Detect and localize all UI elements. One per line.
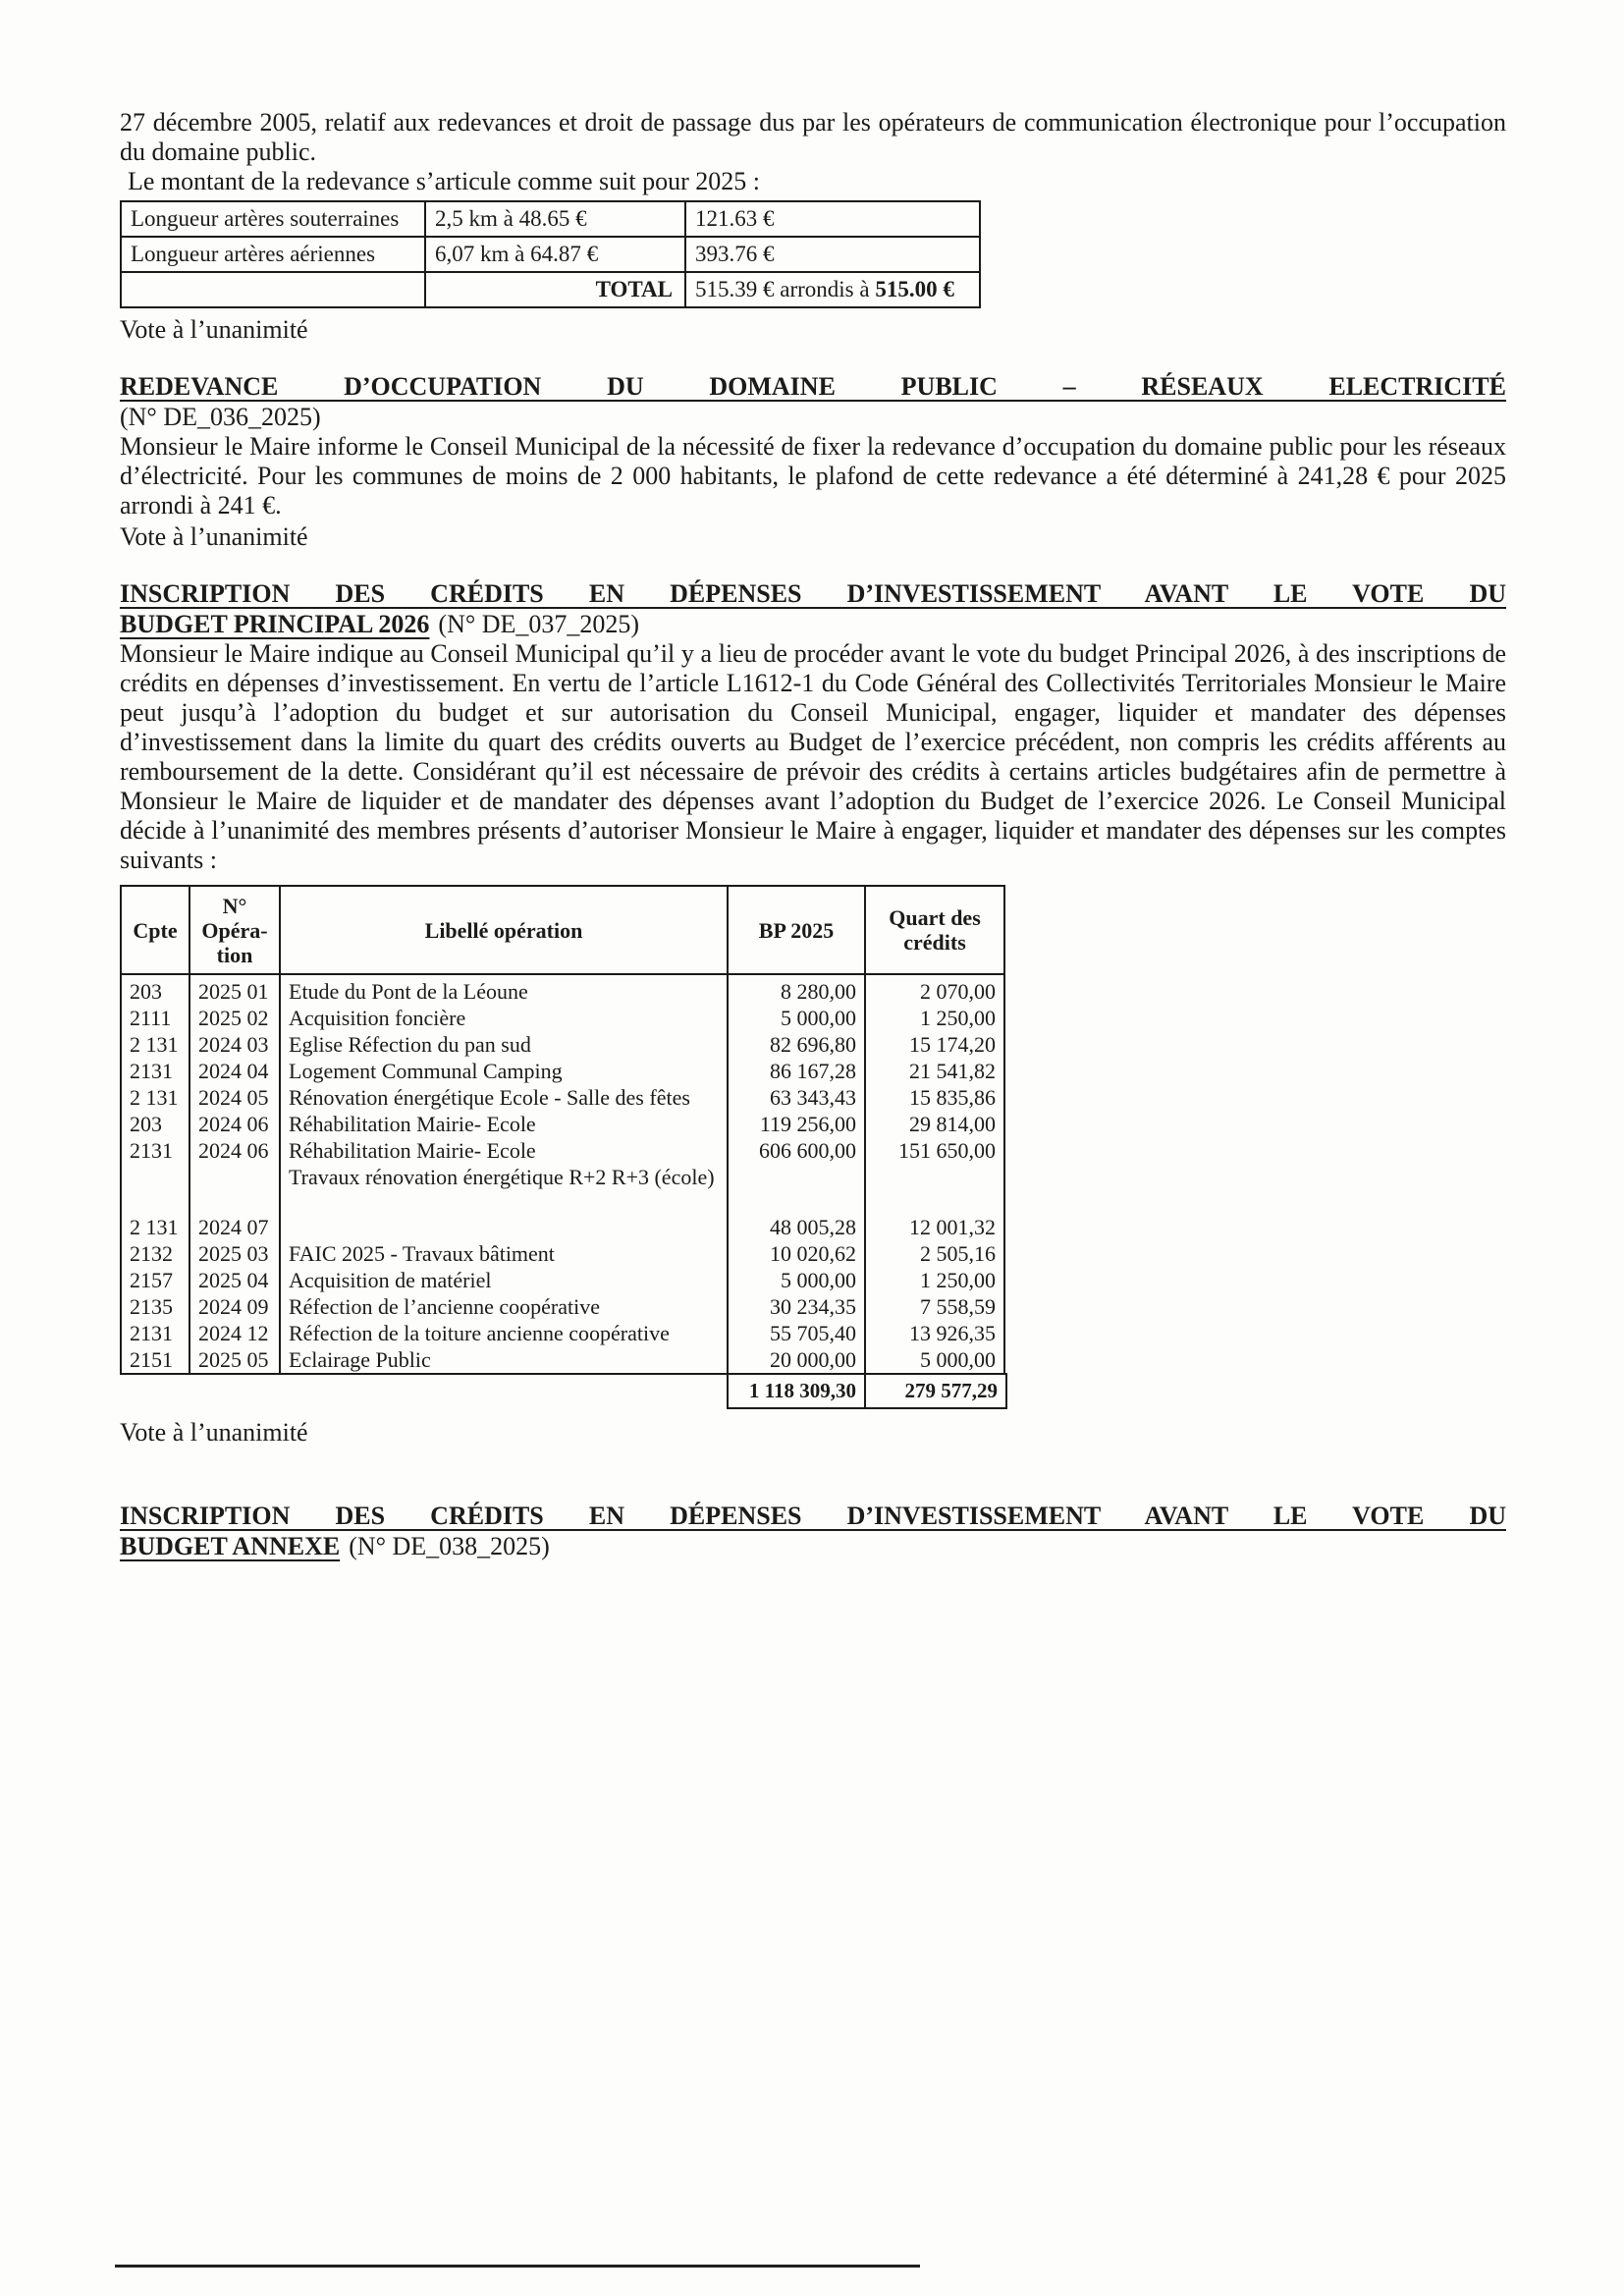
invest-cell-cpte: 203 <box>121 1111 189 1137</box>
total-amount-rounded: 515.00 € <box>875 277 954 301</box>
invest-cell-quart: 29 814,00 <box>865 1111 1004 1137</box>
invest-cell-quart: 15 835,86 <box>865 1084 1004 1111</box>
invest-cell-operation: 2024 06 <box>189 1137 280 1190</box>
investment-credits-table <box>120 885 1005 1375</box>
invest-total-quart: 279 577,29 <box>866 1373 1007 1409</box>
invest-table-row <box>121 1293 1004 1320</box>
redevance-label-cell: Longueur artères aériennes <box>121 237 425 272</box>
invest-cell-libelle <box>280 1190 728 1240</box>
vote-result-investissement: Vote à l’unanimité <box>120 1418 308 1447</box>
invest-table-row <box>121 1240 1004 1267</box>
redevance-detail-cell: 6,07 km à 64.87 € <box>425 237 685 272</box>
section-038-title-line2 <box>120 1531 1506 1561</box>
invest-cell-cpte: 2111 <box>121 1005 189 1031</box>
header-operation-line: tion <box>216 942 253 967</box>
section-037 <box>120 578 1506 1448</box>
invest-cell-operation: 2025 04 <box>189 1267 280 1293</box>
invest-table-row <box>121 1346 1004 1374</box>
redevance-table <box>120 200 981 308</box>
redevance-amount-cell: 121.63 € <box>685 201 980 237</box>
invest-cell-quart: 5 000,00 <box>865 1346 1004 1374</box>
section-036 <box>120 371 1506 552</box>
total-amount-cell <box>685 272 980 307</box>
invest-table-row <box>121 1031 1004 1058</box>
header-quart-line: crédits <box>903 930 966 955</box>
invest-cell-cpte: 2 131 <box>121 1031 189 1058</box>
invest-totals-row <box>727 1373 1506 1409</box>
invest-cell-quart: 21 541,82 <box>865 1058 1004 1084</box>
invest-libelle-line1: Réhabilitation Mairie- Ecole <box>289 1138 536 1163</box>
redevance-amount-cell: 393.76 € <box>685 237 980 272</box>
redevance-table-row <box>121 237 980 272</box>
invest-cell-quart: 12 001,32 <box>865 1190 1004 1240</box>
section-038-reference: (N° DE_038_2025) <box>349 1532 550 1560</box>
invest-cell-operation: 2025 05 <box>189 1346 280 1374</box>
invest-cell-libelle <box>280 1267 728 1293</box>
header-operation <box>189 886 280 974</box>
invest-table-body <box>121 974 1004 1374</box>
total-amount-text: 515.39 € arrondis à <box>695 277 876 301</box>
section-037-title-line1 <box>120 578 1506 609</box>
invest-cell-bp: 48 005,28 <box>728 1190 865 1240</box>
invest-cell-operation: 2024 07 <box>189 1190 280 1240</box>
invest-cell-quart: 7 558,59 <box>865 1293 1004 1320</box>
invest-cell-quart: 2 070,00 <box>865 974 1004 1005</box>
invest-table-row <box>121 974 1004 1005</box>
invest-libelle-line1: Eclairage Public <box>289 1347 431 1372</box>
invest-cell-cpte: 2157 <box>121 1267 189 1293</box>
invest-table-row <box>121 1190 1004 1240</box>
invest-cell-libelle <box>280 1137 728 1190</box>
section-036-title <box>120 371 1506 402</box>
invest-cell-bp: 20 000,00 <box>728 1346 865 1374</box>
section-038 <box>120 1501 1506 1561</box>
invest-cell-libelle <box>280 1320 728 1346</box>
scan-artifact-line <box>115 2265 920 2268</box>
section-038-title-line1 <box>120 1501 1506 1531</box>
section-038-title-line2-text: BUDGET ANNEXE <box>120 1532 341 1560</box>
section-037-body: Monsieur le Maire indique au Conseil Municipal qu’il y a lieu de procéder avant le vote du budget Principal 2026, à des inscriptions de crédits en dépenses d’investissement. En vertu de l’article L1612-1 du Code Général des Collectivités Territoriales Monsieur le Maire peut jusqu’à l’adoption du budget et sur autorisation du Conseil Municipal, engager, liquider et mandater des dépenses d’investissement dans la limite du quart des crédits ouverts au Budget de l’exercice précédent, non compris les crédits afférents au remboursement de la dette. Considérant qu’il est nécessaire de prévoir des crédits à certains articles budgétaires afin de permettre à Monsieur le Maire de liquider et de mandater des dépenses avant l’adoption du Budget de l’exercice 2026. Le Conseil Municipal décide à l’unanimité des membres présents d’autoriser Monsieur le Maire à engager, liquider et mandater des dépenses sur les comptes suivants : <box>120 639 1506 874</box>
invest-cell-operation: 2024 06 <box>189 1111 280 1137</box>
invest-table-row <box>121 1005 1004 1031</box>
section-037-title-line1-text: INSCRIPTION DES CRÉDITS EN DÉPENSES D’INVESTISSEMENT AVANT LE VOTE DU <box>120 579 1506 608</box>
invest-cell-bp: 30 234,35 <box>728 1293 865 1320</box>
invest-cell-libelle <box>280 1005 728 1031</box>
invest-cell-quart: 15 174,20 <box>865 1031 1004 1058</box>
invest-cell-cpte: 2131 <box>121 1058 189 1084</box>
header-quart-credits <box>865 886 1004 974</box>
header-cpte: Cpte <box>121 886 189 974</box>
invest-cell-quart: 151 650,00 <box>865 1137 1004 1190</box>
invest-cell-libelle <box>280 1031 728 1058</box>
invest-cell-operation: 2024 05 <box>189 1084 280 1111</box>
invest-cell-operation: 2024 03 <box>189 1031 280 1058</box>
invest-cell-operation: 2024 12 <box>189 1320 280 1346</box>
invest-cell-quart: 1 250,00 <box>865 1267 1004 1293</box>
invest-libelle-line1: FAIC 2025 - Travaux bâtiment <box>289 1241 555 1266</box>
invest-cell-bp: 82 696,80 <box>728 1031 865 1058</box>
invest-cell-libelle <box>280 1058 728 1084</box>
invest-cell-cpte: 2151 <box>121 1346 189 1374</box>
invest-cell-quart: 13 926,35 <box>865 1320 1004 1346</box>
invest-libelle-line1: Réfection de l’ancienne coopérative <box>289 1294 601 1319</box>
header-operation-line: Opéra- <box>201 917 268 943</box>
redevance-table-row <box>121 201 980 237</box>
invest-cell-libelle <box>280 974 728 1005</box>
invest-cell-libelle <box>280 1293 728 1320</box>
invest-cell-bp: 606 600,00 <box>728 1137 865 1190</box>
invest-cell-operation: 2024 04 <box>189 1058 280 1084</box>
invest-cell-bp: 119 256,00 <box>728 1111 865 1137</box>
section-038-title-line1-text: INSCRIPTION DES CRÉDITS EN DÉPENSES D’INVESTISSEMENT AVANT LE VOTE DU <box>120 1502 1506 1530</box>
invest-cell-operation: 2025 03 <box>189 1240 280 1267</box>
invest-cell-bp: 5 000,00 <box>728 1005 865 1031</box>
empty-cell <box>121 272 425 307</box>
invest-cell-cpte: 2135 <box>121 1293 189 1320</box>
invest-cell-quart: 1 250,00 <box>865 1005 1004 1031</box>
invest-cell-cpte: 2 131 <box>121 1084 189 1111</box>
invest-table-row <box>121 1137 1004 1190</box>
redevance-detail-cell: 2,5 km à 48.65 € <box>425 201 685 237</box>
invest-cell-libelle <box>280 1111 728 1137</box>
invest-libelle-line2: Travaux rénovation énergétique R+2 R+3 (école) <box>289 1165 715 1189</box>
section-037-title-line2 <box>120 609 1506 639</box>
invest-cell-cpte: 2 131 <box>121 1190 189 1240</box>
invest-cell-operation: 2025 01 <box>189 974 280 1005</box>
invest-cell-cpte: 2131 <box>121 1137 189 1190</box>
vote-result-telecom: Vote à l’unanimité <box>120 315 308 344</box>
header-operation-line: N° <box>222 893 247 918</box>
invest-cell-operation: 2025 02 <box>189 1005 280 1031</box>
invest-cell-libelle <box>280 1240 728 1267</box>
invest-libelle-line1: Eglise Réfection du pan sud <box>289 1032 531 1057</box>
section-037-reference: (N° DE_037_2025) <box>438 610 640 638</box>
header-libelle: Libellé opération <box>280 886 728 974</box>
invest-cell-operation: 2024 09 <box>189 1293 280 1320</box>
invest-libelle-line1: Réhabilitation Mairie- Ecole <box>289 1112 536 1136</box>
invest-cell-cpte: 2131 <box>121 1320 189 1346</box>
invest-libelle-line1: Réfection de la toiture ancienne coopérative <box>289 1321 670 1345</box>
invest-libelle-line1: Logement Communal Camping <box>289 1059 563 1083</box>
invest-libelle-line1: Rénovation énergétique Ecole - Salle des fêtes <box>289 1085 690 1110</box>
section-036-reference: (N° DE_036_2025) <box>120 403 321 431</box>
redevance-label-cell: Longueur artères souterraines <box>121 201 425 237</box>
invest-table-row <box>121 1320 1004 1346</box>
vote-result-electricite: Vote à l’unanimité <box>120 522 308 551</box>
invest-libelle-line1: Acquisition de matériel <box>289 1268 492 1292</box>
total-label-cell: TOTAL <box>425 272 685 307</box>
invest-cell-cpte: 203 <box>121 974 189 1005</box>
section-037-title-line2-text: BUDGET PRINCIPAL 2026 <box>120 610 430 638</box>
invest-cell-bp: 8 280,00 <box>728 974 865 1005</box>
invest-cell-bp: 63 343,43 <box>728 1084 865 1111</box>
header-quart-line: Quart des <box>889 905 981 930</box>
section-036-title-text: REDEVANCE D’OCCUPATION DU DOMAINE PUBLIC – RÉSEAUX ELECTRICITÉ <box>120 372 1506 401</box>
page-content <box>120 108 1506 1561</box>
invest-cell-bp: 55 705,40 <box>728 1320 865 1346</box>
intro-paragraph: 27 décembre 2005, relatif aux redevances et droit de passage dus par les opérateurs de communication électronique pour l’occupation du domaine public. <box>120 108 1506 166</box>
section-036-body: Monsieur le Maire informe le Conseil Municipal de la nécessité de fixer la redevance d’occupation du domaine public pour les réseaux d’électricité. Pour les communes de moins de 2 000 habitants, le plafond de cette redevance a été déterminé à 241,28 € pour 2025 arrondi à 241 €. <box>120 432 1506 519</box>
invest-table-row <box>121 1084 1004 1111</box>
invest-cell-bp: 86 167,28 <box>728 1058 865 1084</box>
invest-table-row <box>121 1267 1004 1293</box>
header-bp-2025: BP 2025 <box>728 886 865 974</box>
invest-libelle-line1: Acquisition foncière <box>289 1006 466 1030</box>
invest-cell-bp: 10 020,62 <box>728 1240 865 1267</box>
redevance-total-row <box>121 272 980 307</box>
invest-cell-cpte: 2132 <box>121 1240 189 1267</box>
invest-cell-libelle <box>280 1084 728 1111</box>
invest-table-row <box>121 1058 1004 1084</box>
invest-cell-libelle <box>280 1346 728 1374</box>
invest-cell-bp: 5 000,00 <box>728 1267 865 1293</box>
invest-table-row <box>121 1111 1004 1137</box>
invest-libelle-line1: Etude du Pont de la Léoune <box>289 979 528 1004</box>
invest-cell-quart: 2 505,16 <box>865 1240 1004 1267</box>
redevance-lead-line: Le montant de la redevance s’articule comme suit pour 2025 : <box>128 167 760 195</box>
invest-header-row <box>121 886 1004 974</box>
invest-total-bp: 1 118 309,30 <box>727 1373 866 1409</box>
